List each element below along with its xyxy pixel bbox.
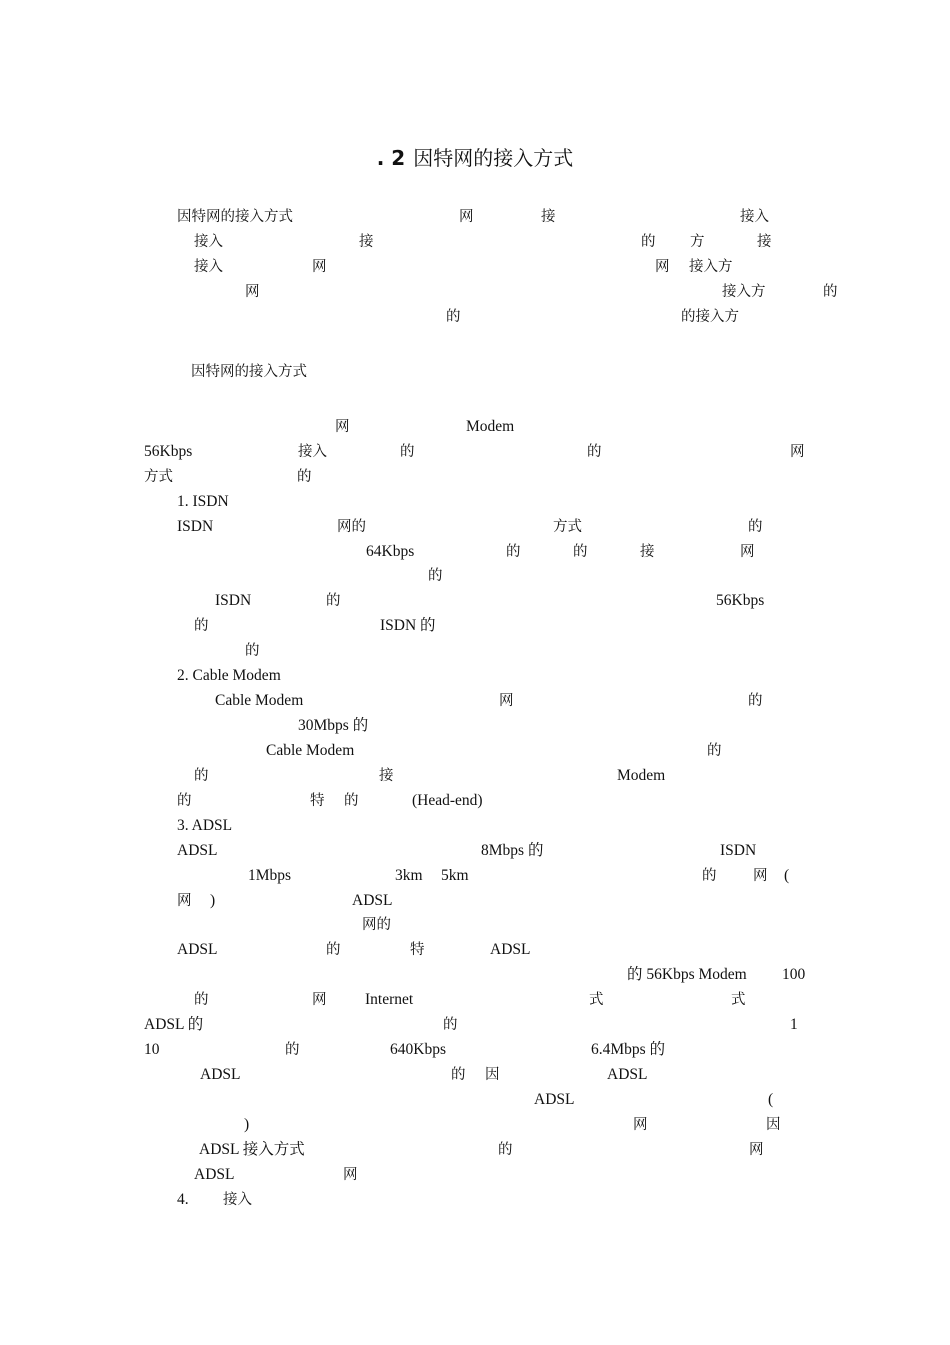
text-fragment: 10	[144, 1041, 160, 1058]
text-fragment: 网	[740, 544, 755, 560]
text-line	[0, 616, 950, 641]
text-fragment: 网	[343, 1167, 358, 1183]
text-fragment: 的	[194, 618, 209, 634]
text-fragment: 网	[312, 992, 327, 1008]
text-fragment: 接入方	[689, 259, 733, 275]
text-fragment: 的	[573, 544, 588, 560]
text-fragment: 3km	[395, 867, 423, 884]
text-fragment: 网的	[337, 519, 366, 535]
text-line	[0, 542, 950, 567]
text-line	[0, 866, 950, 891]
text-fragment: ADSL	[177, 842, 218, 859]
text-fragment: 的	[506, 544, 521, 560]
text-fragment: 的	[245, 643, 260, 659]
text-line	[0, 591, 950, 616]
text-fragment: 网	[335, 419, 350, 435]
text-fragment: 接入	[194, 259, 223, 275]
text-line	[0, 207, 950, 232]
text-fragment: 的	[285, 1042, 300, 1058]
text-line	[0, 232, 950, 257]
text-fragment: 的	[326, 942, 341, 958]
text-fragment: ADSL	[607, 1066, 648, 1083]
text-line	[0, 1165, 950, 1190]
text-fragment: 式	[589, 992, 604, 1008]
text-fragment: 特	[410, 942, 425, 958]
text-fragment: 640Kbps	[390, 1041, 446, 1058]
text-line	[0, 791, 950, 816]
text-fragment: 因	[485, 1067, 500, 1083]
text-fragment: 30Mbps 的	[298, 717, 369, 734]
text-fragment: 的	[823, 284, 838, 300]
text-fragment: 56Kbps	[144, 443, 193, 460]
text-line	[0, 307, 950, 332]
text-fragment: )	[210, 892, 216, 909]
text-fragment: 1. ISDN	[177, 493, 229, 510]
text-fragment: ADSL	[352, 892, 393, 909]
text-fragment: 接	[541, 209, 556, 225]
text-fragment: Cable Modem	[266, 742, 355, 759]
text-fragment: 的	[428, 568, 443, 584]
text-fragment: 接入方	[722, 284, 766, 300]
text-line	[0, 1115, 950, 1140]
text-fragment: )	[244, 1116, 250, 1133]
text-fragment: 因特网的接入方式	[191, 364, 307, 380]
text-fragment: (	[784, 867, 790, 884]
text-fragment: 网	[499, 693, 514, 709]
text-fragment: 网	[245, 284, 260, 300]
text-fragment: ADSL	[177, 941, 218, 958]
text-line	[0, 1015, 950, 1040]
text-fragment: Cable Modem	[215, 692, 304, 709]
text-fragment: 网	[633, 1117, 648, 1133]
text-fragment: 网	[790, 444, 805, 460]
text-line	[0, 1040, 950, 1065]
text-line	[0, 282, 950, 307]
text-line	[0, 641, 950, 666]
text-fragment: 的	[400, 444, 415, 460]
text-fragment: 式	[731, 992, 746, 1008]
text-fragment: ADSL	[194, 1166, 235, 1183]
text-line	[0, 691, 950, 716]
text-line	[0, 1090, 950, 1115]
text-fragment: 的	[451, 1067, 466, 1083]
text-line	[0, 741, 950, 766]
text-fragment: 接入	[298, 444, 327, 460]
section-number: . 2	[376, 146, 406, 170]
text-fragment: ISDN 的	[380, 617, 436, 634]
text-line	[0, 915, 950, 940]
text-line	[0, 566, 950, 591]
text-fragment: 网	[753, 868, 768, 884]
text-line	[0, 517, 950, 542]
text-fragment: 的	[587, 444, 602, 460]
text-line	[0, 1190, 950, 1215]
text-fragment: 4.	[177, 1191, 189, 1208]
text-fragment: 的	[641, 234, 656, 250]
text-fragment: 64Kbps	[366, 543, 415, 560]
text-line	[0, 816, 950, 841]
text-line	[0, 990, 950, 1015]
text-fragment: 的	[748, 693, 763, 709]
text-line	[0, 716, 950, 741]
text-fragment: 的	[194, 768, 209, 784]
text-fragment: Internet	[365, 991, 414, 1008]
text-fragment: 接	[640, 544, 655, 560]
text-line	[0, 467, 950, 492]
text-fragment: ADSL 的	[144, 1016, 204, 1033]
text-fragment: Modem	[466, 418, 515, 435]
text-fragment: 方	[690, 234, 705, 250]
text-fragment: 的	[707, 743, 722, 759]
text-fragment: 因	[766, 1117, 781, 1133]
text-fragment: 接	[379, 768, 394, 784]
text-fragment: 方式	[144, 469, 173, 485]
text-line	[0, 1140, 950, 1165]
text-fragment: 接	[359, 234, 374, 250]
text-fragment: 接入	[194, 234, 223, 250]
text-fragment: ADSL	[534, 1091, 575, 1108]
text-line	[0, 492, 950, 517]
text-fragment: 的	[326, 593, 341, 609]
text-fragment: 的	[297, 469, 312, 485]
text-fragment: 5km	[441, 867, 469, 884]
text-fragment: 3. ADSL	[177, 817, 233, 834]
text-fragment: 特	[310, 793, 325, 809]
text-fragment: 的	[446, 309, 461, 325]
text-fragment: 的	[748, 519, 763, 535]
text-fragment: 56Kbps	[716, 592, 765, 609]
text-fragment: 8Mbps 的	[481, 842, 544, 859]
text-fragment: ADSL 接入方式	[199, 1141, 305, 1158]
text-fragment: 网	[749, 1142, 764, 1158]
text-fragment: (	[768, 1091, 774, 1108]
text-line	[0, 766, 950, 791]
text-fragment: 的	[498, 1142, 513, 1158]
text-fragment: 的	[194, 992, 209, 1008]
text-fragment: (Head-end)	[412, 792, 483, 809]
text-line	[0, 442, 950, 467]
text-line	[0, 362, 950, 387]
text-fragment: ADSL	[490, 941, 531, 958]
text-fragment: 接入	[223, 1192, 252, 1208]
text-fragment: 1	[790, 1016, 798, 1033]
text-line	[0, 965, 950, 990]
section-title-text: 因特网的接入方式	[413, 146, 574, 170]
text-fragment: 接入	[740, 209, 769, 225]
text-fragment: 100	[782, 966, 806, 983]
text-fragment: 的 56Kbps Modem	[627, 966, 747, 983]
text-line	[0, 417, 950, 442]
text-line	[0, 1065, 950, 1090]
text-fragment: ISDN	[177, 518, 214, 535]
text-fragment: 网的	[362, 917, 391, 933]
text-fragment: 的	[443, 1017, 458, 1033]
text-fragment: 网	[312, 259, 327, 275]
text-fragment: 网	[177, 893, 192, 909]
section-title	[0, 142, 950, 171]
text-line	[0, 666, 950, 691]
text-fragment: 1Mbps	[248, 867, 292, 884]
text-fragment: ISDN	[720, 842, 757, 859]
text-fragment: 的	[702, 868, 717, 884]
text-fragment: 的	[344, 793, 359, 809]
text-fragment: 的	[177, 793, 192, 809]
text-fragment: 网	[655, 259, 670, 275]
text-fragment: 因特网的接入方式	[177, 209, 293, 225]
text-fragment: Modem	[617, 767, 666, 784]
text-line	[0, 257, 950, 282]
text-fragment: 网	[459, 209, 474, 225]
text-fragment: 的接入方	[681, 309, 739, 325]
text-line	[0, 891, 950, 916]
text-fragment: ADSL	[200, 1066, 241, 1083]
text-fragment: 6.4Mbps 的	[591, 1041, 666, 1058]
text-fragment: 接	[757, 234, 772, 250]
text-fragment: 方式	[553, 519, 582, 535]
text-line	[0, 841, 950, 866]
text-fragment: ISDN	[215, 592, 252, 609]
text-line	[0, 940, 950, 965]
text-fragment: 2. Cable Modem	[177, 667, 281, 684]
